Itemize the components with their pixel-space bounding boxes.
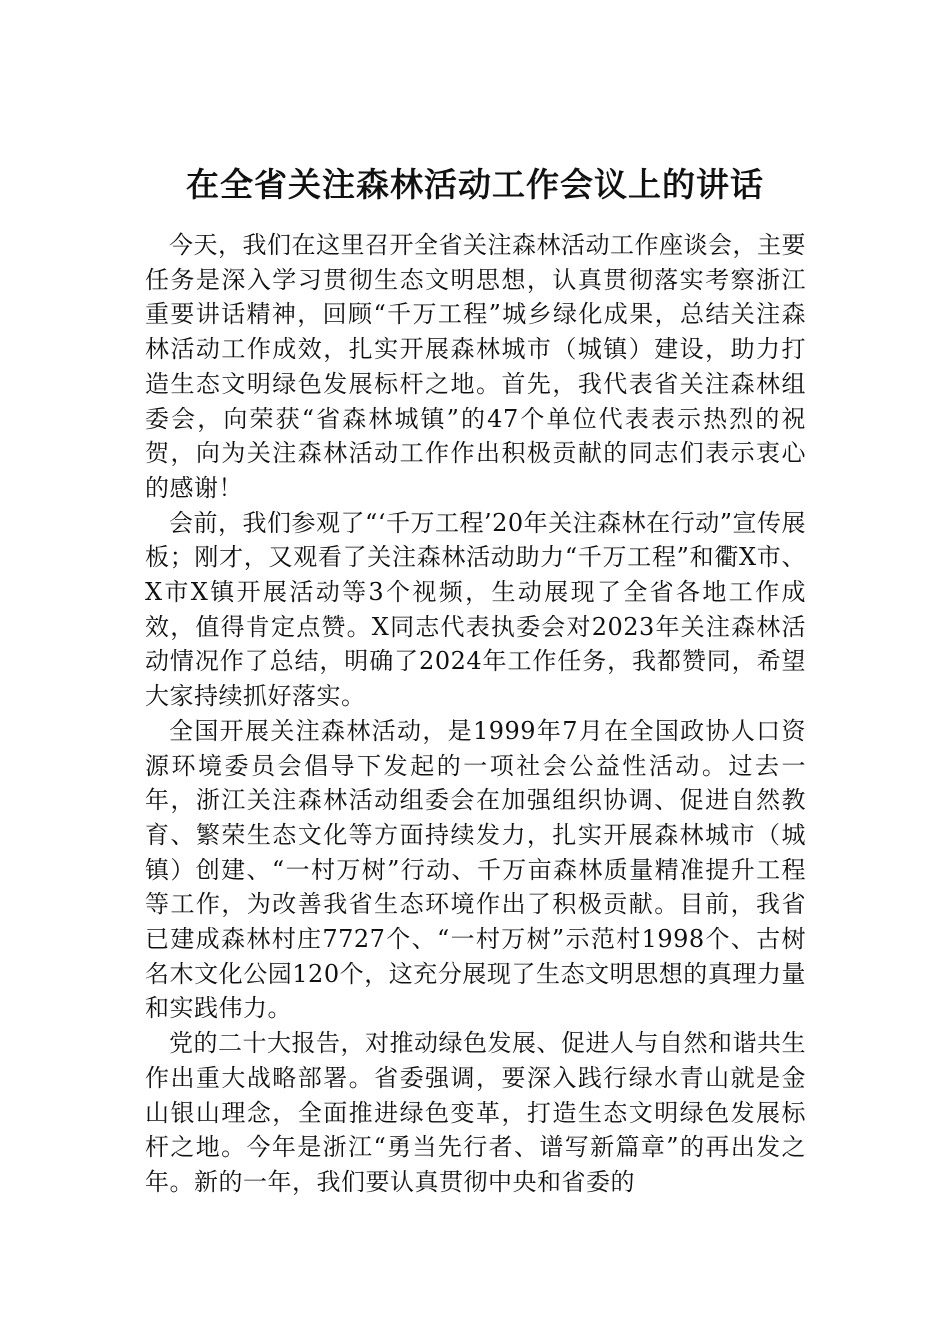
paragraph-2: 会前，我们参观了“‘千万工程’20年关注森林在行动”宣传展板；刚才，又观看了关注森林活动助力“千万工程”和衢X市、X市X镇开展活动等3个视频，生动展现了全省各地工作成效，值得肯定点赞。X同志代表执委会对2023年关注森林活动情况作了总结，明确了2024年工作任务，我都赞同，希望大家持续抓好落实。	[145, 508, 806, 711]
paragraph-4: 党的二十大报告，对推动绿色发展、促进人与自然和谐共生作出重大战略部署。省委强调，要深入践行绿水青山就是金山银山理念，全面推进绿色变革，打造生态文明绿色发展标杆之地。今年是浙江“勇当先行者、谱写新篇章”的再出发之年。新的一年，我们要认真贯彻中央和省委的	[145, 1029, 806, 1196]
paragraph-3: 全国开展关注森林活动，是1999年7月在全国政协人口资源环境委员会倡导下发起的一项社会公益性活动。过去一年，浙江关注森林活动组委会在加强组织协调、促进自然教育、繁荣生态文化等方面持续发力，扎实开展森林城市（城镇）创建、“一村万树”行动、千万亩森林质量精准提升工程等工作，为改善我省生态环境作出了积极贡献。目前，我省已建成森林村庄7727个、“一村万树”示范村1998个、古树名木文化公园120个，这充分展现了生态文明思想的真理力量和实践伟力。	[145, 716, 806, 1023]
document-title: 在全省关注森林活动工作会议上的讲话	[186, 165, 764, 204]
paragraph-1: 今天，我们在这里召开全省关注森林活动工作座谈会，主要任务是深入学习贯彻生态文明思想，认真贯彻落实考察浙江重要讲话精神，回顾“千万工程”城乡绿化成果，总结关注森林活动工作成效，扎实开展森林城市（城镇）建设，助力打造生态文明绿色发展标杆之地。首先，我代表省关注森林组委会，向荣获“省森林城镇”的47个单位代表表示热烈的祝贺，向为关注森林活动工作作出积极贡献的同志们表示衷心的感谢！	[145, 231, 806, 502]
document-body	[145, 228, 806, 1200]
